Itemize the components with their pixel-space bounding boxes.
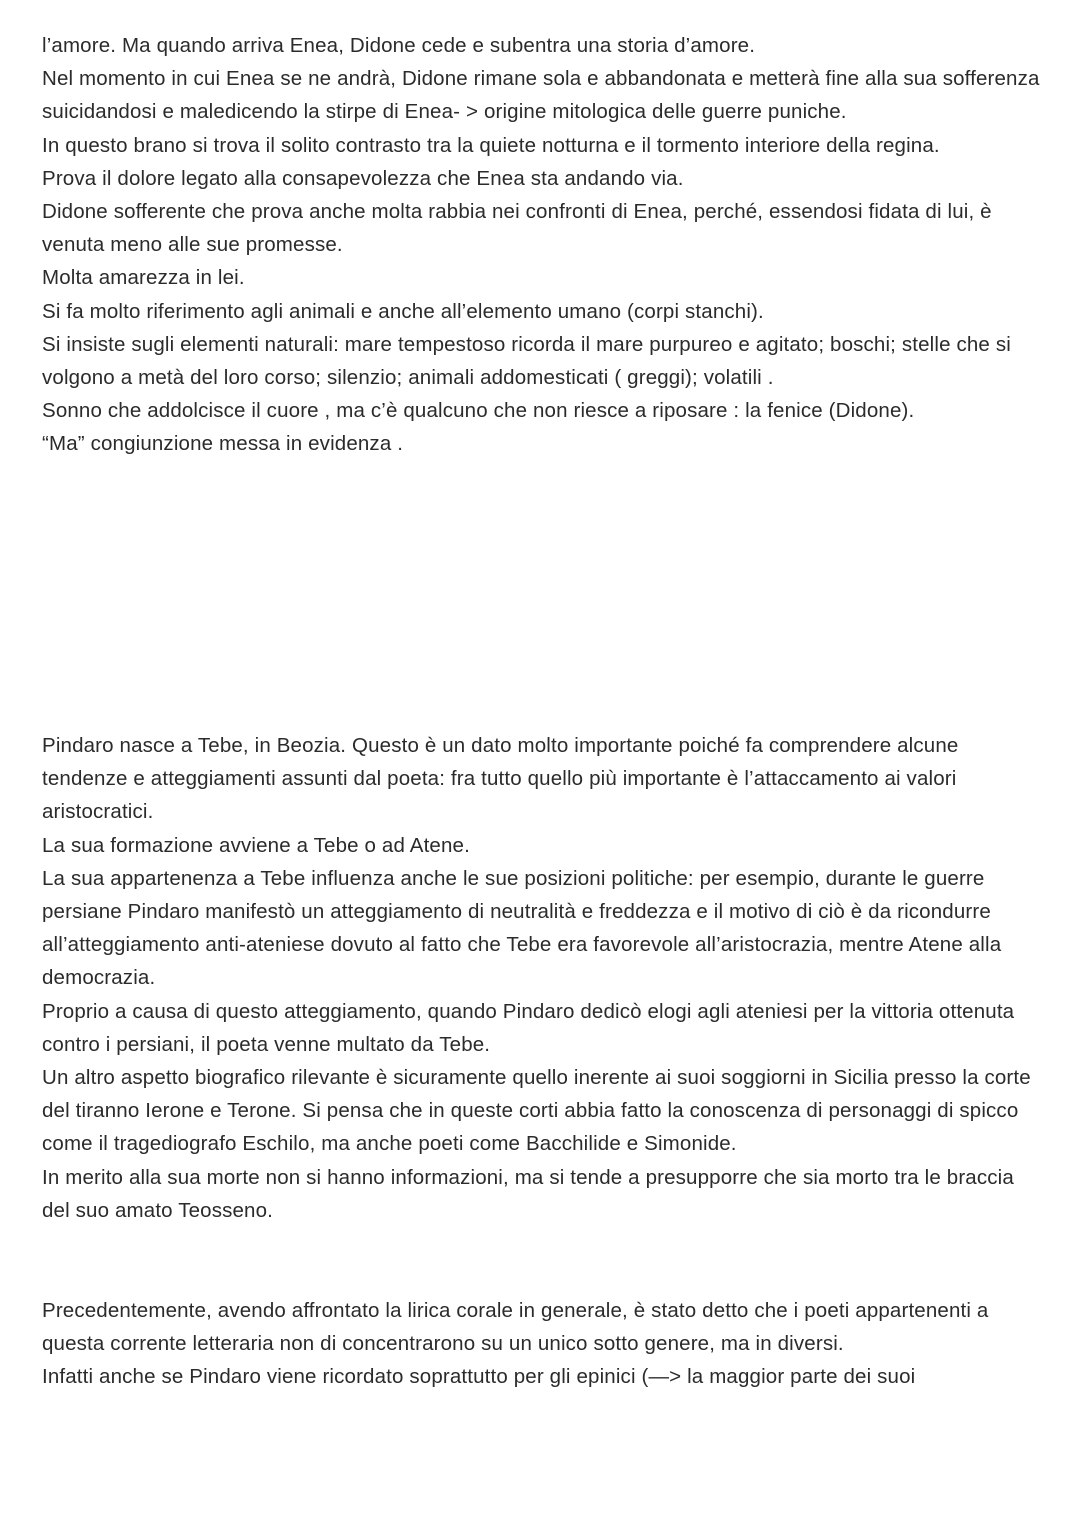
paragraph: La sua appartenenza a Tebe influenza anche le sue posizioni politiche: per esempio, durante le guerre persiane Pindaro manifestò un atteggiamento di neutralità e freddezza e il motivo di ciò è da ricondurre all’atteggiamento anti-ateniese dovuto al fatto che Tebe era favorevole all’aristocrazia, mentre Atene alla democrazia.	[42, 866, 1002, 990]
paragraph: Un altro aspetto biografico rilevante è sicuramente quello inerente ai suoi soggiorni in Sicilia presso la corte del tiranno Ierone e Terone. Si pensa che in queste corti abbia fatto la conoscenza di personaggi di spicco come il tragediografo Eschilo, ma anche poeti come Bacchilide e Simonide.	[42, 1066, 1031, 1156]
paragraph: Infatti anche se Pindaro viene ricordato soprattutto per gli epinici (—> la maggior parte dei suoi	[42, 1365, 916, 1389]
paragraph: Prova il dolore legato alla consapevolezza che Enea sta andando via.	[42, 166, 684, 190]
paragraph: In merito alla sua morte non si hanno informazioni, ma si tende a presupporre che sia morto tra le braccia del suo amato Teosseno.	[42, 1165, 1014, 1222]
paragraph: Si insiste sugli elementi naturali: mare tempestoso ricorda il mare purpureo e agitato; boschi; stelle che si volgono a metà del loro corso; silenzio; animali addomesticati ( greggi); volatili .	[42, 332, 1011, 390]
paragraph: Proprio a causa di questo atteggiamento, quando Pindaro dedicò elogi agli ateniesi per la vittoria ottenuta contro i persiani, il poeta venne multato da Tebe.	[42, 999, 1015, 1056]
section-didone	[42, 29, 1047, 461]
paragraph: l’amore. Ma quando arriva Enea, Didone cede e subentra una storia d’amore.	[42, 34, 756, 57]
paragraph: Pindaro nasce a Tebe, in Beozia. Questo è un dato molto importante poiché fa comprendere alcune tendenze e atteggiamenti assunti dal poeta: fra tutto quello più importante è l’attaccamento ai valori aristocratici.	[42, 734, 959, 824]
paragraph: Sonno che addolcisce il cuore , ma c’è qualcuno che non riesce a riposare : la fenice (Didone).	[42, 399, 915, 423]
section-pindaro-biografia	[42, 729, 1047, 1227]
section-pindaro-generi	[42, 1294, 1047, 1394]
paragraph: Precedentemente, avendo affrontato la lirica corale in generale, è stato detto che i poeti appartenenti a questa corrente letteraria non di concentrarono su un unico sotto genere, ma in diversi.	[42, 1299, 989, 1356]
paragraph: Si fa molto riferimento agli animali e anche all’elemento umano (corpi stanchi).	[42, 299, 764, 323]
paragraph: La sua formazione avviene a Tebe o ad Atene.	[42, 833, 470, 857]
paragraph: Didone sofferente che prova anche molta rabbia nei confronti di Enea, perché, essendosi fidata di lui, è venuta meno alle sue promesse.	[42, 200, 992, 257]
paragraph: “Ma” congiunzione messa in evidenza .	[42, 432, 404, 456]
paragraph: Nel momento in cui Enea se ne andrà, Didone rimane sola e abbandonata e metterà fine alla sua sofferenza suicidandosi e maledicendo la stirpe di Enea- > origine mitologica delle guerre puniche.	[42, 67, 1040, 124]
paragraph: In questo brano si trova il solito contrasto tra la quiete notturna e il tormento interiore della regina.	[42, 133, 940, 157]
paragraph: Molta amarezza in lei.	[42, 266, 245, 290]
